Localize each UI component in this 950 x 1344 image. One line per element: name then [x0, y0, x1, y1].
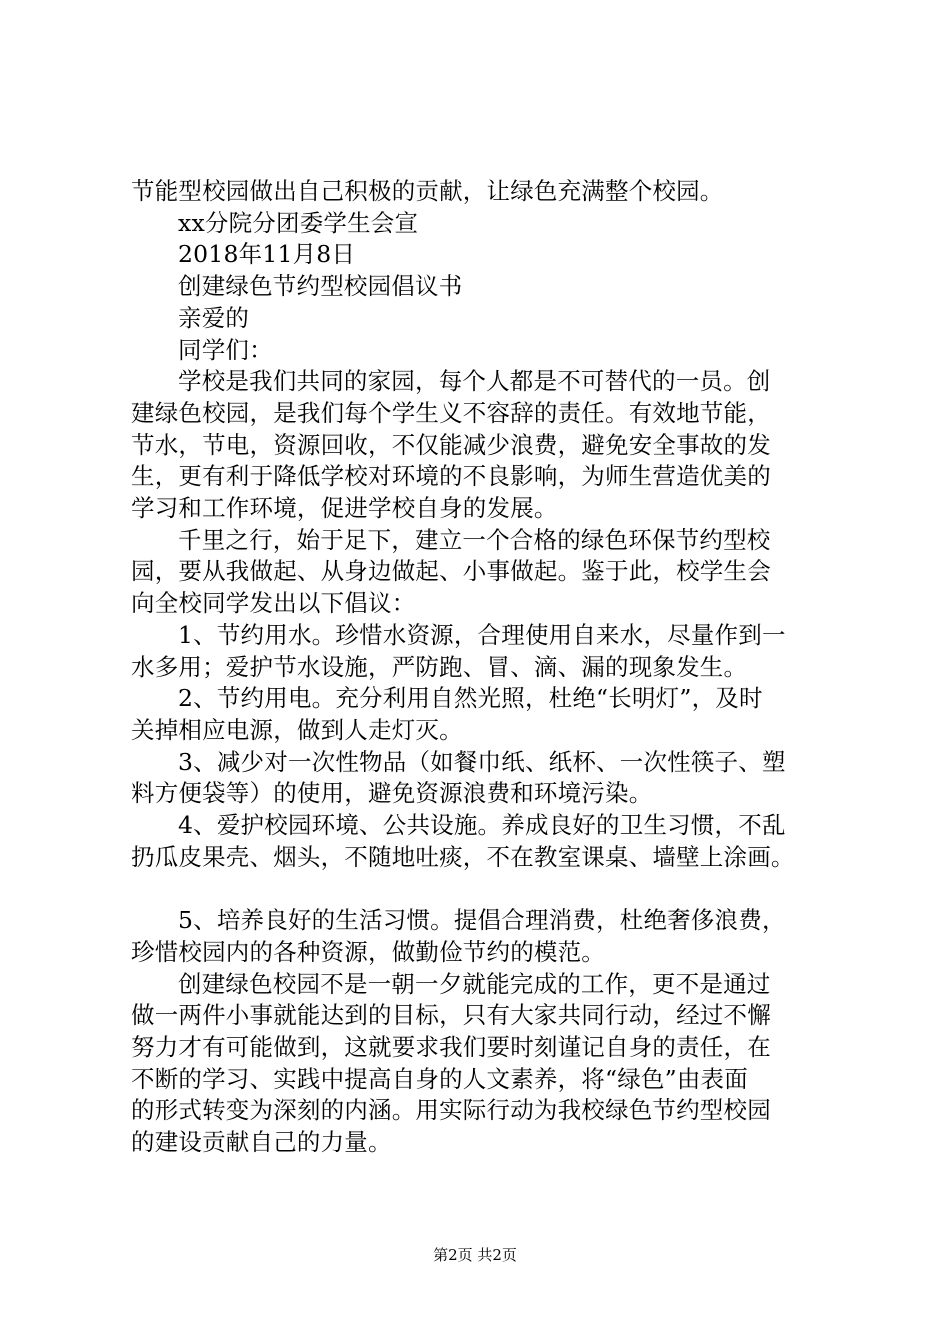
text-line: 节能型校园做出自己积极的贡献，让绿色充满整个校园。 — [131, 177, 724, 205]
text-line: 学习和工作环境，促进学校自身的发展。 — [131, 494, 558, 523]
salutation-line: 同学们： — [178, 335, 273, 364]
text-line: 珍惜校园内的各种资源，做勤俭节约的模范。 — [131, 937, 605, 966]
page-footer: 第2页 共2页 — [433, 1246, 517, 1264]
list-item: 3、减少对一次性物品（如餐巾纸、纸杯、一次性筷子、塑 — [178, 747, 786, 776]
list-item: 4、爱护校园环境、公共设施。养成良好的卫生习惯，不乱 — [178, 811, 786, 840]
salutation-line: 亲爱的 — [178, 303, 250, 332]
text-line: 料方便袋等）的使用，避免资源浪费和环境污染。 — [131, 779, 653, 808]
text-line: 建绿色校园，是我们每个学生义不容辞的责任。有效地节能， — [131, 398, 771, 427]
text-line: 千里之行，始于足下，建立一个合格的绿色环保节约型校 — [178, 525, 771, 554]
text-line: 园，要从我做起、从身边做起、小事做起。鉴于此，校学生会 — [131, 557, 771, 586]
text-line: 不断的学习、实践中提高自身的人文素养，将“绿色”由表面 — [131, 1064, 748, 1093]
list-item: 1、节约用水。珍惜水资源，合理使用自来水，尽量作到一 — [178, 620, 786, 649]
text-line: 的建设贡献自己的力量。 — [131, 1128, 392, 1157]
text-line: 学校是我们共同的家园，每个人都是不可替代的一员。创 — [178, 367, 771, 396]
text-line: 节水，节电，资源回收，不仅能减少浪费，避免安全事故的发 — [131, 430, 771, 459]
paragraph-gap — [131, 873, 851, 905]
text-line: 水多用；爱护节水设施，严防跑、冒、滴、漏的现象发生。 — [131, 652, 748, 681]
text-line: 做一两件小事就能达到的目标，只有大家共同行动，经过不懈 — [131, 1001, 771, 1030]
text-line: 创建绿色校园不是一朝一夕就能完成的工作，更不是通过 — [178, 969, 771, 998]
document-title: 创建绿色节约型校园倡议书 — [178, 272, 463, 301]
text-line: 努力才有可能做到，这就要求我们要时刻谨记自身的责任，在 — [131, 1032, 771, 1061]
date-line: 2018年11月8日 — [178, 240, 356, 269]
text-line: 扔瓜皮果壳、烟头，不随地吐痰，不在教室课桌、墙壁上涂画。 — [131, 842, 795, 871]
list-item: 5、培养良好的生活习惯。提倡合理消费，杜绝奢侈浪费， — [178, 906, 786, 935]
text-line: 的形式转变为深刻的内涵。用实际行动为我校绿色节约型校园 — [131, 1096, 771, 1125]
text-line: 向全校同学发出以下倡议： — [131, 589, 416, 618]
list-item: 2、节约用电。充分利用自然光照，杜绝“长明灯”，及时 — [178, 684, 763, 713]
document-body — [131, 176, 851, 1159]
text-line: 生，更有利于降低学校对环境的不良影响，为师生营造优美的 — [131, 462, 771, 491]
signature-line: xx分院分团委学生会宣 — [178, 208, 419, 237]
text-line: 关掉相应电源，做到人走灯灭。 — [131, 715, 463, 744]
